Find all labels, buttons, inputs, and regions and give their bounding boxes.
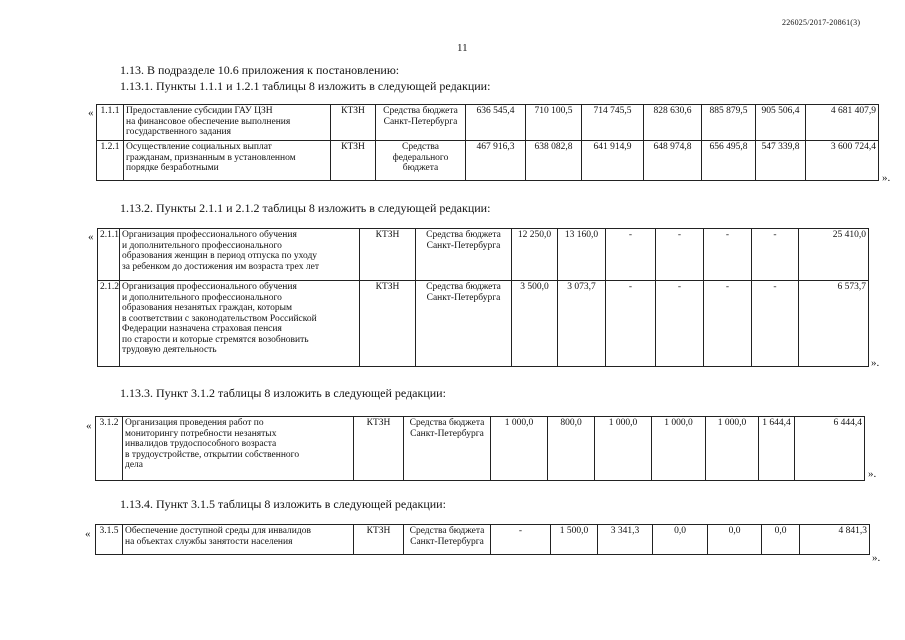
row-value-2: 1 500,0 (551, 525, 598, 555)
row-value-2: 638 082,8 (526, 141, 582, 181)
row-total: 25 410,0 (799, 229, 869, 281)
row-value-6: - (752, 229, 799, 281)
row-value-3: - (606, 281, 656, 367)
row-value-3: 3 341,3 (598, 525, 653, 555)
row-value-2: 3 073,7 (558, 281, 606, 367)
row-name: Предоставление субсидии ГАУ ЦЗН на финансовое обеспечение выполнения государственного задания (124, 105, 331, 141)
table-row (96, 525, 870, 555)
row-value-2: 710 100,5 (526, 105, 582, 141)
section-intro: 1.13. В подразделе 10.6 приложения к постановлению: (120, 63, 400, 77)
row-value-1: 467 916,3 (466, 141, 526, 181)
row-value-4: 648 974,8 (644, 141, 702, 181)
close-quote: ». (868, 468, 877, 480)
table-items-1-1-1-and-1-2-1 (96, 104, 879, 181)
row-value-5: 1 000,0 (706, 417, 759, 481)
row-value-5: - (704, 229, 752, 281)
row-number: 2.1.1 (98, 229, 120, 281)
row-executor: КТЗН (331, 105, 376, 141)
close-quote: ». (871, 357, 880, 369)
row-value-5: 656 495,8 (702, 141, 756, 181)
row-executor: КТЗН (354, 525, 404, 555)
row-number: 3.1.5 (96, 525, 123, 555)
row-funding-source: Средства федерального бюджета (376, 141, 466, 181)
row-executor: КТЗН (360, 229, 416, 281)
row-total: 3 600 724,4 (806, 141, 879, 181)
table-row (98, 281, 869, 367)
row-value-3: 714 745,5 (582, 105, 644, 141)
row-value-1: - (491, 525, 551, 555)
row-value-6: 547 339,8 (756, 141, 806, 181)
section-1-13-3: 1.13.3. Пункт 3.1.2 таблицы 8 изложить в следующей редакции: (120, 386, 446, 400)
row-name: Обеспечение доступной среды для инвалидов на объектах службы занятости населения (123, 525, 354, 555)
page-number: 11 (457, 42, 468, 54)
row-funding-source: Средства бюджета Санкт-Петербурга (404, 417, 491, 481)
row-value-5: - (704, 281, 752, 367)
row-number: 1.1.1 (97, 105, 124, 141)
table-row (96, 417, 865, 481)
row-value-4: 0,0 (653, 525, 708, 555)
table-item-3-1-5 (95, 524, 870, 555)
row-funding-source: Средства бюджета Санкт-Петербурга (376, 105, 466, 141)
row-value-4: 828 630,6 (644, 105, 702, 141)
row-value-2: 13 160,0 (558, 229, 606, 281)
table-row (97, 141, 879, 181)
close-quote: ». (872, 552, 881, 564)
row-total: 4 681 407,9 (806, 105, 879, 141)
row-total: 6 573,7 (799, 281, 869, 367)
row-value-6: 0,0 (762, 525, 800, 555)
row-number: 2.1.2 (98, 281, 120, 367)
row-value-6: - (752, 281, 799, 367)
row-value-3: - (606, 229, 656, 281)
close-quote: ». (882, 172, 891, 184)
row-funding-source: Средства бюджета Санкт-Петербурга (404, 525, 491, 555)
row-value-1: 1 000,0 (491, 417, 548, 481)
row-funding-source: Средства бюджета Санкт-Петербурга (416, 281, 512, 367)
table-row (97, 105, 879, 141)
table-item-3-1-2 (95, 416, 865, 481)
row-value-1: 12 250,0 (512, 229, 558, 281)
row-value-4: - (656, 229, 704, 281)
section-1-13-2: 1.13.2. Пункты 2.1.1 и 2.1.2 таблицы 8 изложить в следующей редакции: (120, 201, 491, 215)
row-value-4: 1 000,0 (652, 417, 706, 481)
row-value-1: 3 500,0 (512, 281, 558, 367)
row-total: 6 444,4 (795, 417, 865, 481)
row-number: 1.2.1 (97, 141, 124, 181)
section-1-13-1: 1.13.1. Пункты 1.1.1 и 1.2.1 таблицы 8 изложить в следующей редакции: (120, 79, 491, 93)
section-1-13-4: 1.13.4. Пункт 3.1.5 таблицы 8 изложить в следующей редакции: (120, 497, 446, 511)
row-value-6: 1 644,4 (759, 417, 795, 481)
row-value-3: 641 914,9 (582, 141, 644, 181)
row-value-4: - (656, 281, 704, 367)
row-name: Организация профессионального обучения и дополнительного профессионального образования незанятых граждан, которым в соответствии с законодательством Российской Федерации назначена страховая пенсия по старости и которые стремятся возобновить трудовую деятельность (120, 281, 360, 367)
table-items-2-1-1-and-2-1-2 (97, 228, 869, 367)
row-number: 3.1.2 (96, 417, 123, 481)
row-value-5: 0,0 (708, 525, 762, 555)
row-name: Организация проведения работ по мониторингу потребности незанятых инвалидов трудоспособного возраста в трудоустройстве, открытии собственного дела (123, 417, 354, 481)
row-executor: КТЗН (354, 417, 404, 481)
row-executor: КТЗН (360, 281, 416, 367)
row-value-3: 1 000,0 (595, 417, 652, 481)
open-quote: « (85, 528, 91, 540)
table-row (98, 229, 869, 281)
row-value-1: 636 545,4 (466, 105, 526, 141)
row-total: 4 841,3 (800, 525, 870, 555)
row-value-2: 800,0 (548, 417, 595, 481)
open-quote: « (86, 420, 92, 432)
row-value-6: 905 506,4 (756, 105, 806, 141)
row-value-5: 885 879,5 (702, 105, 756, 141)
open-quote: « (88, 231, 94, 243)
document-number: 226025/2017-20861(3) (782, 18, 861, 27)
row-executor: КТЗН (331, 141, 376, 181)
row-funding-source: Средства бюджета Санкт-Петербурга (416, 229, 512, 281)
open-quote: « (88, 107, 94, 119)
row-name: Осуществление социальных выплат гражданам, признанным в установленном порядке безработными (124, 141, 331, 181)
row-name: Организация профессионального обучения и дополнительного профессионального образования женщин в период отпуска по уходу за ребенком до достижения им возраста трех лет (120, 229, 360, 281)
